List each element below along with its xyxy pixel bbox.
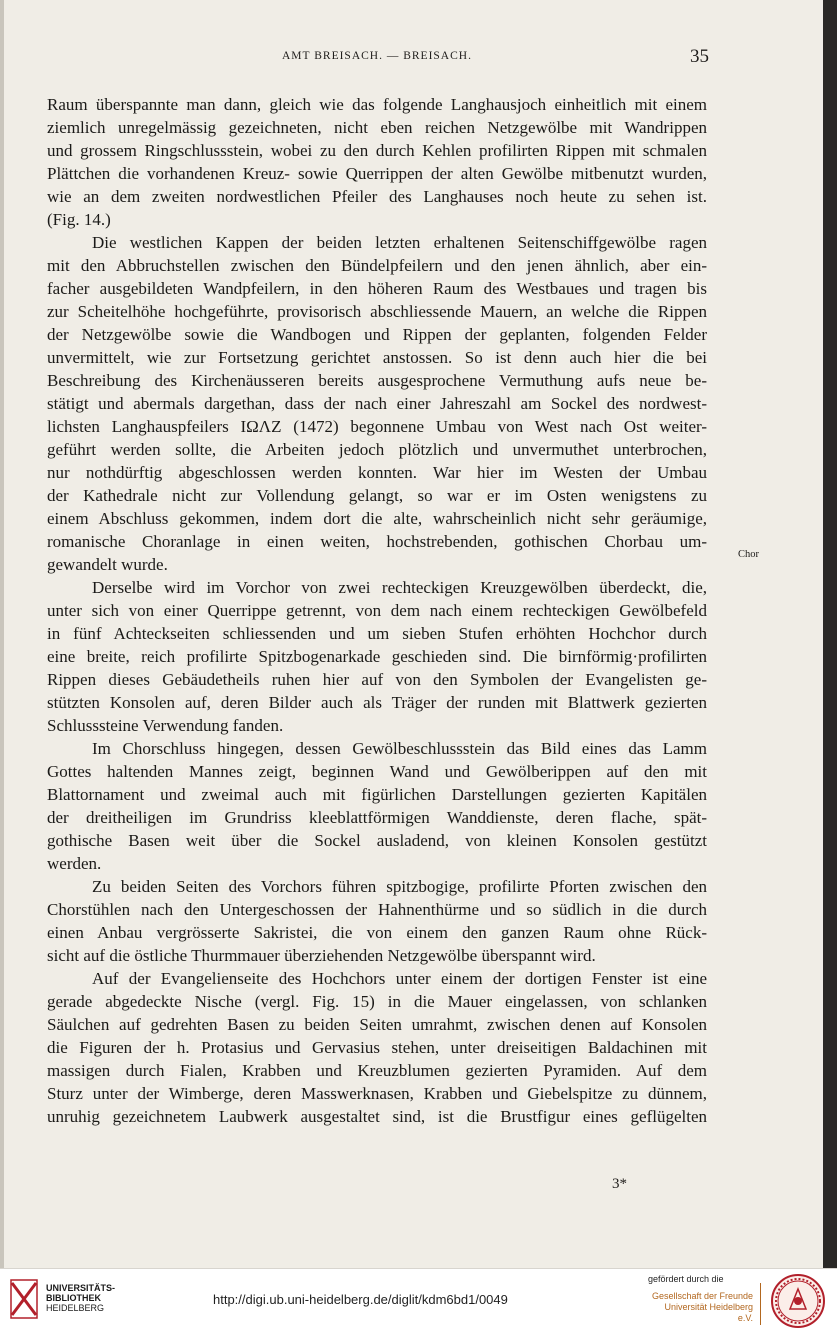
permalink-url[interactable]: http://digi.ub.uni-heidelberg.de/diglit/kdm6bd1/0049 xyxy=(213,1292,508,1307)
text-line: der Kathedrale nicht zur Vollendung gelangt, so war er im Osten wenigstens zu xyxy=(47,486,707,505)
text-line: gerade abgedeckte Nische (vergl. Fig. 15) in die Mauer eingelassen, von schlanken xyxy=(47,992,707,1011)
text-line: mit den Abbruchstellen zwischen den Bündelpfeilern und den jenen ähnlich, aber ein- xyxy=(47,256,707,275)
text-line: Chorstühlen nach den Untergeschossen der Hahnenthürme und so südlich in die durch xyxy=(47,900,707,919)
text-line: Rippen dieses Gebäudetheils ruhen hier auf von den Symbolen der Evangelisten ge- xyxy=(47,670,707,689)
signature-mark: 3* xyxy=(612,1176,627,1192)
library-name xyxy=(46,1283,115,1313)
footer-bar xyxy=(0,1268,837,1331)
text-line: massigen durch Fialen, Krabben und Kreuzblumen gezierten Pyramiden. Auf dem xyxy=(47,1061,707,1080)
society-name-line: Gesellschaft der Freunde xyxy=(651,1291,753,1301)
text-line: Auf der Evangelienseite des Hochchors unter einem der dortigen Fenster ist eine xyxy=(92,969,707,988)
library-name-line: UNIVERSITÄTS- xyxy=(46,1283,116,1293)
text-line: Raum überspannte man dann, gleich wie das folgende Langhausjoch einheitlich mit einem xyxy=(47,95,707,114)
text-line: Gottes haltenden Mannes zeigt, beginnen Wand und Gewölberippen auf den mit xyxy=(47,762,707,781)
text-line: Blattornament und zweimal auch mit figürlichen Darstellungen gezierten Kapitälen xyxy=(47,785,707,804)
text-line: einem Abschluss gekommen, indem dort die alte, wahrscheinlich nicht sehr geräumige, xyxy=(47,509,707,528)
text-line: der dreitheiligen im Grundriss kleeblattförmigen Wanddienste, deren flache, spät- xyxy=(47,808,707,827)
page-edge xyxy=(0,0,4,1268)
text-line: Säulchen auf gedrehten Basen zu beiden Seiten umrahmt, zwischen denen auf Konsolen xyxy=(47,1015,707,1034)
running-head: AMT BREISACH. — BREISACH. xyxy=(282,50,472,62)
text-line: Schlusssteine Verwendung fanden. xyxy=(47,716,284,735)
text-line: werden. xyxy=(47,854,102,873)
text-line: Derselbe wird im Vorchor von zwei rechteckigen Kreuzgewölben überdeckt, die, xyxy=(92,578,707,597)
society-name xyxy=(649,1291,753,1324)
text-line: Sturz unter der Wimberge, deren Masswerknasen, Krabben und Giebelspitze zu dünnem, xyxy=(47,1084,707,1103)
text-line: der Netzgewölbe sowie die Wandbogen und Rippen der geplanten, folgenden Felder xyxy=(47,325,707,344)
text-line: stätigt und abermals dargethan, dass der nach einer Jahreszahl am Sockel des nordwest- xyxy=(47,394,707,413)
text-line: Im Chorschluss hingegen, dessen Gewölbeschlussstein das Bild eines das Lamm xyxy=(92,739,707,758)
text-line: Plättchen die vorhandenen Kreuz- sowie Querrippen der alten Gewölbe mitbenutzt wurden, xyxy=(47,164,707,183)
text-line: unruhig gezeichnetem Laubwerk ausgestaltet sind, ist die Brustfigur eines geflügelten xyxy=(47,1107,707,1126)
text-line: Beschreibung des Kirchenäusseren bereits ausgesprochene Vermuthung aufs neue be- xyxy=(47,371,707,390)
text-line: eine breite, reich profilirte Spitzbogenarkade geschieden sind. Die birnförmig·profilirten xyxy=(47,647,707,666)
text-line: facher ausgebildeten Wandpfeilern, in den höheren Raum des Westbaues und tragen bis xyxy=(47,279,707,298)
footer-divider xyxy=(760,1283,761,1325)
text-line: lichsten Langhauspfeilers IΩΛZ (1472) begonnene Umbau von West nach Ost weiter- xyxy=(47,417,707,436)
text-line: wie an dem zweiten nordwestlichen Pfeiler des Langhauses noch heute zu sehen ist. xyxy=(47,187,707,206)
text-line: unter sich von einer Querrippe getrennt, von dem nach einem rechteckigen Gewölbefeld xyxy=(47,601,707,620)
page-number: 35 xyxy=(690,46,709,67)
text-line: romanische Choranlage in einen weiten, hochstrebenden, gothischen Chorbau um- xyxy=(47,532,707,551)
text-line: ziemlich unregelmässig gezeichneten, nicht eben reichen Netzgewölbe mit Wandrippen xyxy=(47,118,707,137)
text-line: unvermittelt, wie zur Fortsetzung gerichtet anstossen. So ist denn auch hier die bei xyxy=(47,348,707,367)
funded-by-label: gefördert durch die xyxy=(648,1274,724,1284)
text-line: stützten Konsolen auf, deren Bilder auch als Träger der runden mit Blattwerk gezierten xyxy=(47,693,707,712)
text-line: die Figuren der h. Protasius und Gervasius stehen, unter dreiseitigen Baldachinen mit xyxy=(47,1038,707,1057)
text-line: sicht auf die östliche Thurmmauer überziehenden Netzgewölbe überspannt wird. xyxy=(47,946,596,965)
library-name-line: HEIDELBERG xyxy=(46,1303,105,1313)
text-line: nur nothdürftig abgeschlossen werden konnten. War hier im Westen der Umbau xyxy=(47,463,707,482)
society-name-line: Universität Heidelberg e.V. xyxy=(664,1302,753,1323)
text-line: gewandelt wurde. xyxy=(47,555,168,574)
university-library-logo-icon xyxy=(10,1279,38,1319)
text-line: Zu beiden Seiten des Vorchors führen spitzbogige, profilirte Pforten zwischen den xyxy=(92,877,707,896)
text-line: in fünf Achteckseiten schliessenden und um sieben Stufen erhöhten Hochchor durch xyxy=(47,624,707,643)
text-line: (Fig. 14.) xyxy=(47,210,111,229)
text-line: geführt werden sollte, die Arbeiten jedoch plötzlich und unvermuthet unterbrochen, xyxy=(47,440,707,459)
text-line: Die westlichen Kappen der beiden letzten erhaltenen Seitenschiffgewölbe ragen xyxy=(92,233,707,252)
text-line: einen Anbau vergrösserte Sakristei, die von einem den ganzen Raum ohne Rück- xyxy=(47,923,707,942)
marginal-note: Chor xyxy=(738,549,759,560)
text-line: gothische Basen weit über die Sockel ausladend, von kleinen Konsolen gestützt xyxy=(47,831,707,850)
library-name-line: BIBLIOTHEK xyxy=(46,1293,101,1303)
text-line: zur Scheitelhöhe hochgeführte, provisorisch abschliessende Mauern, an welche die Rippen xyxy=(47,302,707,321)
text-line: und grossem Ringschlussstein, wobei zu den durch Kehlen profilirten Rippen mit schmalen xyxy=(47,141,707,160)
university-seal-icon xyxy=(770,1273,826,1329)
